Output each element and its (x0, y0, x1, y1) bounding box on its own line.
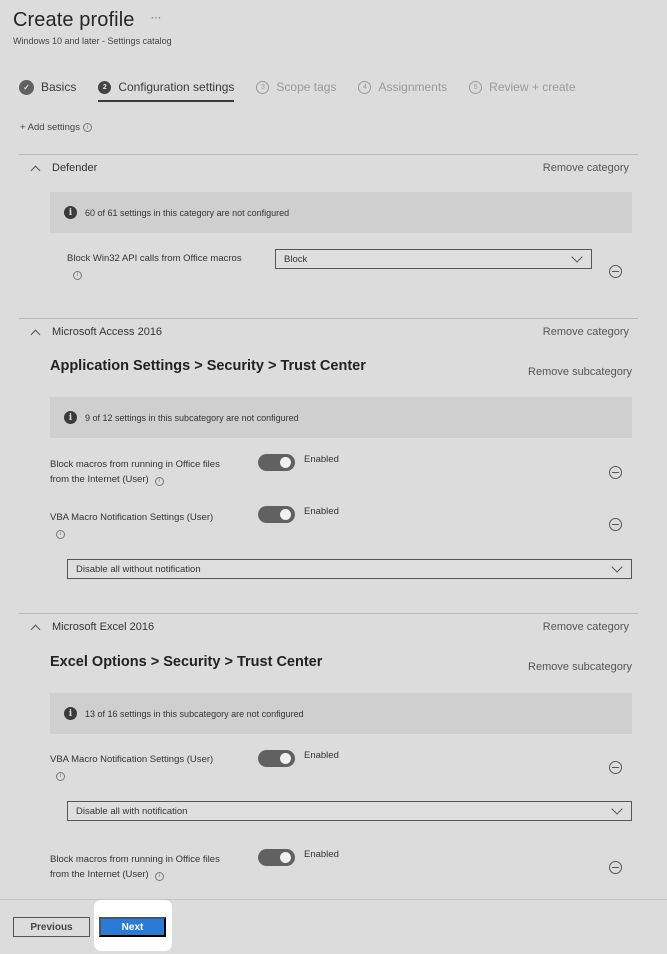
add-settings-label: + Add settings (20, 122, 80, 133)
toggle-switch[interactable] (258, 849, 295, 866)
category-name: Microsoft Excel 2016 (52, 621, 155, 633)
info-icon[interactable]: i (155, 477, 164, 486)
block-macros-toggle[interactable] (258, 849, 339, 866)
toggle-label: Enabled (304, 750, 339, 761)
page-header (13, 9, 172, 46)
tab-assignments[interactable] (358, 77, 447, 97)
category-header-access (19, 326, 629, 338)
category-header-excel (19, 621, 629, 633)
info-banner-text: 9 of 12 settings in this subcategory are not configured (85, 412, 299, 423)
chevron-up-icon[interactable] (31, 624, 41, 634)
select-value: Disable all with notification (76, 805, 188, 817)
vba-notification-toggle[interactable] (258, 750, 339, 767)
block-win32-select[interactable] (275, 249, 592, 269)
remove-setting-icon[interactable] (609, 265, 622, 278)
remove-setting-icon[interactable] (609, 518, 622, 531)
category-header-defender (19, 162, 629, 174)
checkmark-icon: ✓ (19, 80, 34, 95)
toggle-label: Enabled (304, 849, 339, 860)
more-options-icon[interactable]: ··· (150, 11, 162, 24)
remove-category-link[interactable]: Remove category (542, 326, 629, 338)
chevron-down-icon (571, 251, 582, 262)
setting-label: Block macros from running in Office files from the Internet (User) i (50, 459, 220, 485)
info-banner-text: 13 of 16 settings in this subcategory are not configured (85, 708, 304, 719)
add-settings-link[interactable] (20, 122, 92, 133)
info-banner (50, 693, 632, 734)
info-banner (50, 192, 632, 233)
step-number-icon: 3 (256, 81, 269, 94)
setting-label: VBA Macro Notification Settings (User) i (50, 512, 214, 537)
remove-category-link[interactable]: Remove category (542, 162, 629, 174)
page-subtitle: Windows 10 and later - Settings catalog (13, 36, 172, 46)
remove-subcategory-link[interactable]: Remove subcategory (528, 661, 632, 673)
info-icon[interactable]: i (56, 530, 65, 539)
next-button[interactable]: Next (99, 917, 166, 937)
step-label: Configuration settings (118, 80, 235, 94)
step-number-icon: 4 (358, 81, 371, 94)
info-filled-icon: i (64, 707, 77, 720)
divider (19, 613, 638, 614)
setting-label: Block macros from running in Office files from the Internet (User) i (50, 854, 220, 880)
tab-review-create[interactable] (469, 77, 575, 97)
tab-basics[interactable] (19, 77, 76, 97)
tab-scope-tags[interactable] (256, 77, 336, 97)
info-filled-icon: i (64, 411, 77, 424)
info-icon[interactable]: i (155, 872, 164, 881)
info-icon[interactable]: i (56, 772, 65, 781)
step-number-icon: 2 (98, 81, 111, 94)
vba-notification-select[interactable] (67, 801, 632, 821)
step-number-icon: 5 (469, 81, 482, 94)
select-value: Disable all without notification (76, 563, 201, 575)
step-label: Assignments (378, 80, 448, 94)
toggle-label: Enabled (304, 506, 339, 517)
chevron-up-icon[interactable] (31, 329, 41, 339)
category-name: Defender (52, 162, 98, 174)
remove-setting-icon[interactable] (609, 861, 622, 874)
info-banner-text: 60 of 61 settings in this category are not configured (85, 207, 290, 218)
toggle-switch[interactable] (258, 750, 295, 767)
toggle-switch[interactable] (258, 506, 295, 523)
divider (19, 154, 638, 155)
subcategory-title: Excel Options > Security > Trust Center (50, 654, 323, 670)
info-icon[interactable]: i (73, 271, 82, 280)
tab-configuration-settings[interactable] (98, 77, 234, 97)
select-value: Block (284, 253, 308, 265)
info-banner (50, 397, 632, 438)
remove-setting-icon[interactable] (609, 761, 622, 774)
info-filled-icon: i (64, 206, 77, 219)
page-title: Create profile (13, 9, 135, 31)
remove-subcategory-link[interactable]: Remove subcategory (528, 366, 632, 378)
toggle-switch[interactable] (258, 454, 295, 471)
setting-label: Block Win32 API calls from Office macros i (67, 253, 242, 278)
info-icon[interactable]: i (83, 123, 92, 132)
category-name: Microsoft Access 2016 (52, 326, 163, 338)
vba-notification-select[interactable] (67, 559, 632, 579)
vba-notification-toggle[interactable] (258, 506, 339, 523)
setting-label: VBA Macro Notification Settings (User) i (50, 754, 214, 779)
subcategory-title: Application Settings > Security > Trust Center (50, 358, 366, 374)
step-label: Basics (41, 80, 77, 94)
remove-category-link[interactable]: Remove category (542, 621, 629, 633)
remove-setting-icon[interactable] (609, 466, 622, 479)
chevron-down-icon (611, 803, 622, 814)
toggle-label: Enabled (304, 454, 339, 465)
divider (19, 318, 638, 319)
previous-button[interactable]: Previous (13, 917, 90, 937)
wizard-steps (19, 77, 598, 97)
step-label: Review + create (489, 80, 576, 94)
step-label: Scope tags (276, 80, 337, 94)
block-macros-toggle[interactable] (258, 454, 339, 471)
chevron-down-icon (611, 561, 622, 572)
chevron-up-icon[interactable] (31, 165, 41, 175)
